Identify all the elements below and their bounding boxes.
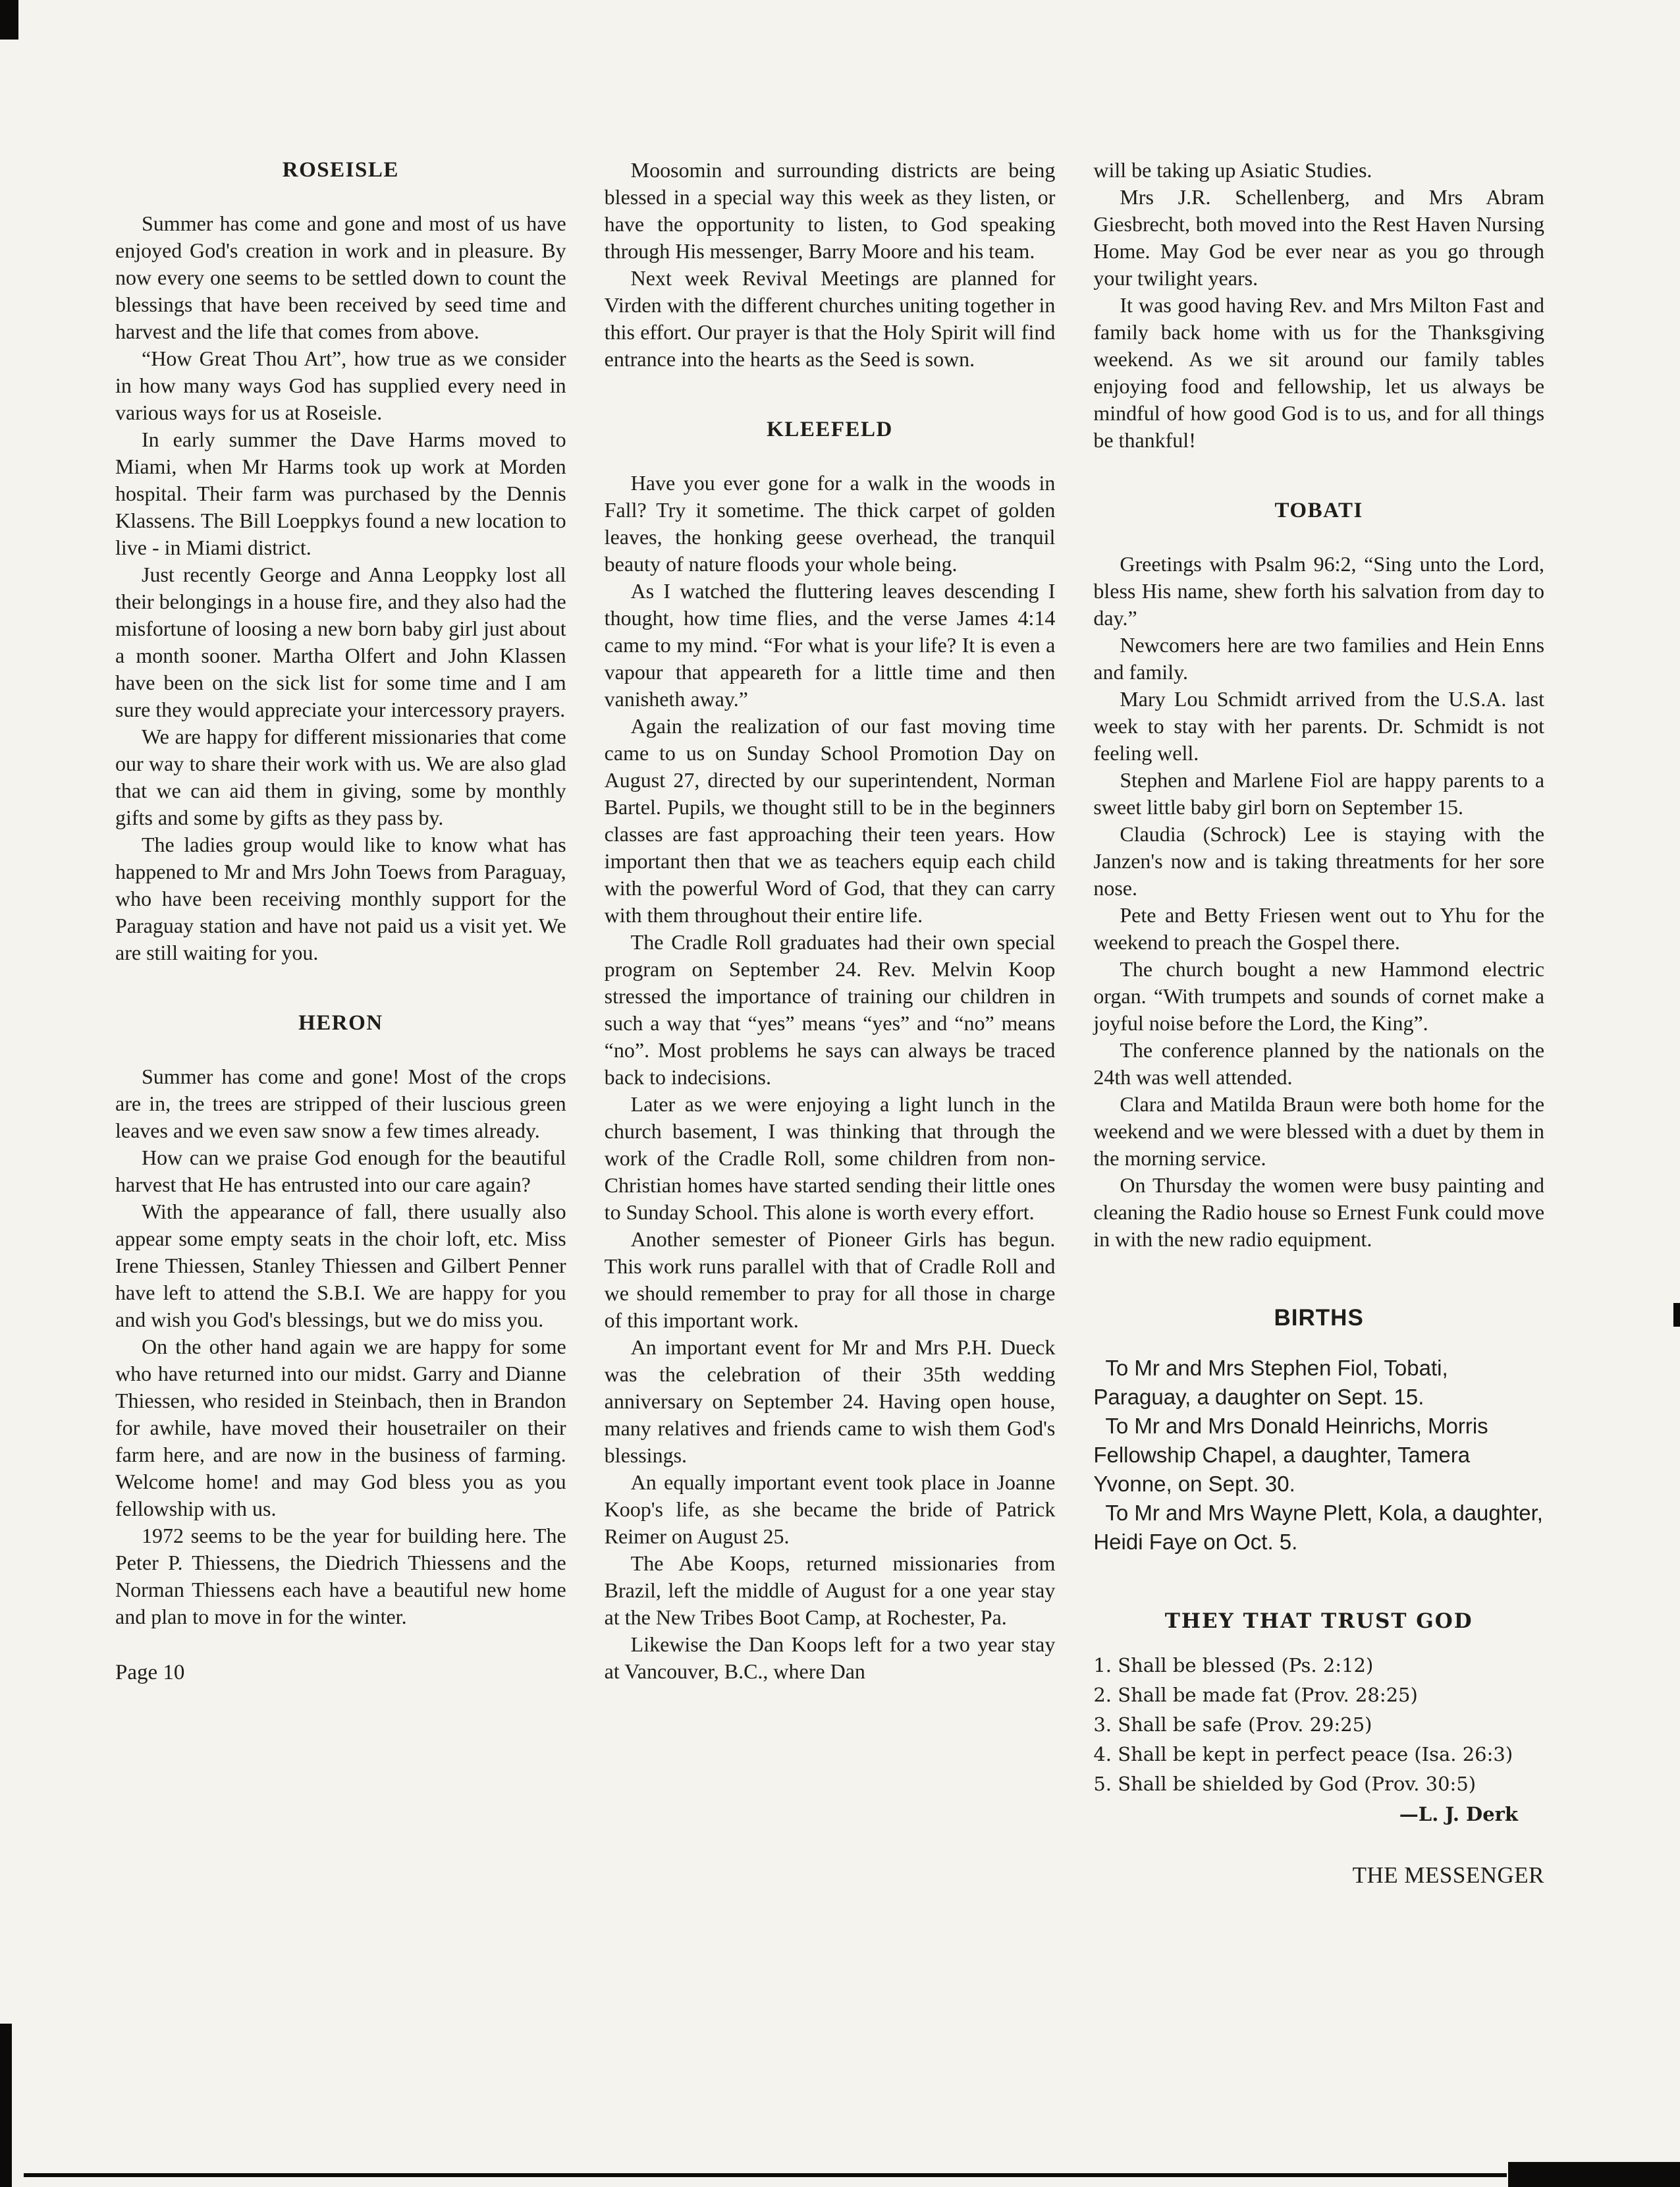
paragraph: We are happy for different missionaries that come our way to share their work with us. We are also glad that we can aid them in giving, some by monthly gifts and some by gifts as they pass by. bbox=[115, 725, 566, 829]
paragraph: The church bought a new Hammond electric organ. “With trumpets and sounds of cornet make a joyful noise before the Lord, the King”. bbox=[1093, 957, 1545, 1035]
section-heading: BIRTHS bbox=[1274, 1305, 1364, 1331]
paragraph: Stephen and Marlene Fiol are happy parents to a sweet little baby girl born on September 15. bbox=[1093, 768, 1545, 819]
list-item: 3. Shall be safe (Prov. 29:25) bbox=[1093, 1713, 1372, 1736]
paragraph: Just recently George and Anna Leoppky lost all their belongings in a house fire, and they also had the misfortune of loosing a new born baby girl just about a month sooner. Martha Olfert and John Klassen have been on the sick list for some time and I am sure they would appreciate your intercessory prayers. bbox=[115, 563, 566, 721]
paragraph: How can we praise God enough for the beautiful harvest that He has entrusted into our care again? bbox=[115, 1146, 566, 1196]
paragraph: On the other hand again we are happy for some who have returned into our midst. Garry and Dianne Thiessen, who resided in Steinbach, then in Brandon for awhile, have moved their housetrailer on their farm here, and are now in the business of farming. Welcome home! and may God bless you as you fellowship with us. bbox=[115, 1335, 566, 1520]
paragraph: Another semester of Pioneer Girls has begun. This work runs parallel with that of Cradle Roll and we should remember to pray for all those in charge of this important work. bbox=[604, 1227, 1056, 1332]
paragraph: With the appearance of fall, there usually also appear some empty seats in the choir loft, etc. Miss Irene Thiessen, Stanley Thiessen and Gilbert Penner have left to attend the S.B.I. We are happy for you and wish you God's blessings, but we do miss you. bbox=[115, 1200, 566, 1331]
paragraph: Again the realization of our fast moving time came to us on Sunday School Promotion Day on August 27, directed by our superintendent, Norman Bartel. Pupils, we thought still to be in the beginners classes are fast approaching their teen years. How important then that we as teachers equip each child with the powerful Word of God, that they can carry with them throughout their entire life. bbox=[604, 714, 1056, 927]
paragraph: The conference planned by the nationals on the 24th was well attended. bbox=[1093, 1038, 1545, 1089]
section-heading: HERON bbox=[298, 1011, 383, 1035]
column-2-blocks bbox=[605, 157, 1056, 1685]
paragraph: It was good having Rev. and Mrs Milton Fast and family back home with us for the Thanksgiving weekend. As we sit around our family tables enjoying food and fellowship, let us always be mindful of how good God is to us, and for all things be thankful! bbox=[1093, 293, 1545, 452]
paragraph: Claudia (Schrock) Lee is staying with the Janzen's now and is taking threatments for her sore nose. bbox=[1093, 822, 1545, 900]
column-1-blocks bbox=[115, 157, 566, 1630]
list-item: 1. Shall be blessed (Ps. 2:12) bbox=[1093, 1654, 1374, 1676]
paragraph: An equally important event took place in Joanne Koop's life, as she became the bride of Patrick Reimer on August 25. bbox=[604, 1470, 1056, 1548]
paragraph: Have you ever gone for a walk in the woods in Fall? Try it sometime. The thick carpet of golden leaves, the honking geese overhead, the tranquil beauty of nature floods your whole being. bbox=[604, 471, 1056, 576]
author-signature: —L. J. Derk bbox=[1399, 1803, 1519, 1825]
publication-name: THE MESSENGER bbox=[1352, 1862, 1545, 1888]
column-3-blocks bbox=[1093, 157, 1544, 1827]
paragraph: Newcomers here are two families and Hein Enns and family. bbox=[1093, 633, 1545, 684]
paragraph: Moosomin and surrounding districts are being blessed in a special way this week as they listen, or have the opportunity to listen, to God speaking through His messenger, Barry Moore and his team. bbox=[604, 158, 1056, 263]
list-item: 2. Shall be made fat (Prov. 28:25) bbox=[1093, 1684, 1418, 1706]
paragraph: Clara and Matilda Braun were both home for the weekend and we were blessed with a duet by them in the morning service. bbox=[1093, 1092, 1545, 1170]
paragraph: To Mr and Mrs Wayne Plett, Kola, a daughter, Heidi Faye on Oct. 5. bbox=[1093, 1501, 1543, 1554]
column-3 bbox=[1093, 157, 1544, 1889]
section-heading: KLEEFELD bbox=[767, 418, 893, 441]
paragraph: The Abe Koops, returned missionaries from Brazil, left the middle of August for a one year stay at the New Tribes Boot Camp, at Rochester, Pa. bbox=[604, 1551, 1056, 1629]
paragraph: Summer has come and gone and most of us have enjoyed God's creation in work and in pleasure. By now every one seems to be settled down to count the blessings that have been received by seed time and harvest and the life that comes from above. bbox=[115, 211, 566, 343]
page-number: Page 10 bbox=[115, 1661, 185, 1684]
paragraph: The Cradle Roll graduates had their own special program on September 24. Rev. Melvin Koop stressed the importance of training our children in such a way that “yes” means “yes” and “no” means “no”. Most problems he says can always be traced back to indecisions. bbox=[604, 930, 1056, 1089]
scan-artifact-bottom-left bbox=[0, 2024, 12, 2187]
content-columns bbox=[115, 157, 1544, 1889]
paragraph: On Thursday the women were busy painting and cleaning the Radio house so Ernest Funk could move in with the new radio equipment. bbox=[1093, 1173, 1545, 1251]
column-1 bbox=[115, 157, 566, 1889]
paragraph: Next week Revival Meetings are planned for Virden with the different churches uniting together in this effort. Our prayer is that the Holy Spirit will find entrance into the hearts as the Seed is sown. bbox=[604, 266, 1056, 371]
paragraph: Mrs J.R. Schellenberg, and Mrs Abram Giesbrecht, both moved into the Rest Haven Nursing Home. May God be ever near as you go through your twilight years. bbox=[1093, 185, 1545, 290]
paragraph: Mary Lou Schmidt arrived from the U.S.A. last week to stay with her parents. Dr. Schmidt is not feeling well. bbox=[1093, 687, 1545, 765]
list-item: 5. Shall be shielded by God (Prov. 30:5) bbox=[1093, 1773, 1477, 1795]
paragraph: To Mr and Mrs Donald Heinrichs, Morris Fellowship Chapel, a daughter, Tamera Yvonne, on Sept. 30. bbox=[1093, 1414, 1488, 1496]
scan-artifact-bottom-line bbox=[24, 2173, 1507, 2177]
column-2 bbox=[605, 157, 1056, 1889]
scan-artifact-top-left bbox=[0, 0, 18, 40]
paragraph: will be taking up Asiatic Studies. bbox=[1093, 158, 1372, 182]
paragraph: Likewise the Dan Koops left for a two year stay at Vancouver, B.C., where Dan bbox=[604, 1632, 1056, 1683]
paragraph: Summer has come and gone! Most of the crops are in, the trees are stripped of their luscious green leaves and we even saw snow a few times already. bbox=[115, 1065, 566, 1142]
paragraph: “How Great Thou Art”, how true as we consider in how many ways God has supplied every need in various ways for us at Roseisle. bbox=[115, 346, 566, 424]
section-heading: ROSEISLE bbox=[282, 158, 399, 182]
paragraph: The ladies group would like to know what has happened to Mr and Mrs John Toews from Paraguay, who have been receiving monthly support for the Paraguay station and have not paid us a visit yet. We are still waiting for you. bbox=[115, 833, 566, 964]
section-heading: TOBATI bbox=[1274, 499, 1363, 522]
paragraph: Greetings with Psalm 96:2, “Sing unto the Lord, bless His name, shew forth his salvation from day to day.” bbox=[1093, 552, 1545, 630]
section-heading: THEY THAT TRUST GOD bbox=[1164, 1609, 1473, 1633]
scan-artifact-right-edge bbox=[1673, 1303, 1680, 1327]
paragraph: In early summer the Dave Harms moved to Miami, when Mr Harms took up work at Morden hospital. Their farm was purchased by the Dennis Klassens. The Bill Loeppkys found a new location to live - in Miami district. bbox=[115, 428, 566, 559]
paragraph: To Mr and Mrs Stephen Fiol, Tobati, Paraguay, a daughter on Sept. 15. bbox=[1093, 1356, 1448, 1409]
paragraph: As I watched the fluttering leaves descending I thought, how time flies, and the verse James 4:14 came to my mind. “For what is your life? It is even a vapour that appeareth for a little time and then vanisheth away.” bbox=[604, 579, 1056, 711]
paragraph: Later as we were enjoying a light lunch in the church basement, I was thinking that through the work of the Cradle Roll, some children from non-Christian homes have started sending their little ones to Sunday School. This alone is worth every effort. bbox=[604, 1092, 1056, 1224]
paragraph: Pete and Betty Friesen went out to Yhu for the weekend to preach the Gospel there. bbox=[1093, 903, 1545, 954]
scan-artifact-bottom-right bbox=[1508, 2162, 1680, 2187]
paragraph: An important event for Mr and Mrs P.H. Dueck was the celebration of their 35th wedding anniversary on September 24. Having open house, many relatives and friends came to wish them God's blessings. bbox=[604, 1335, 1056, 1467]
paragraph: 1972 seems to be the year for building here. The Peter P. Thiessens, the Diedrich Thiessens and the Norman Thiessens each have a beautiful new home and plan to move in for the winter. bbox=[115, 1524, 566, 1628]
list-item: 4. Shall be kept in perfect peace (Isa. 26:3) bbox=[1093, 1743, 1513, 1765]
